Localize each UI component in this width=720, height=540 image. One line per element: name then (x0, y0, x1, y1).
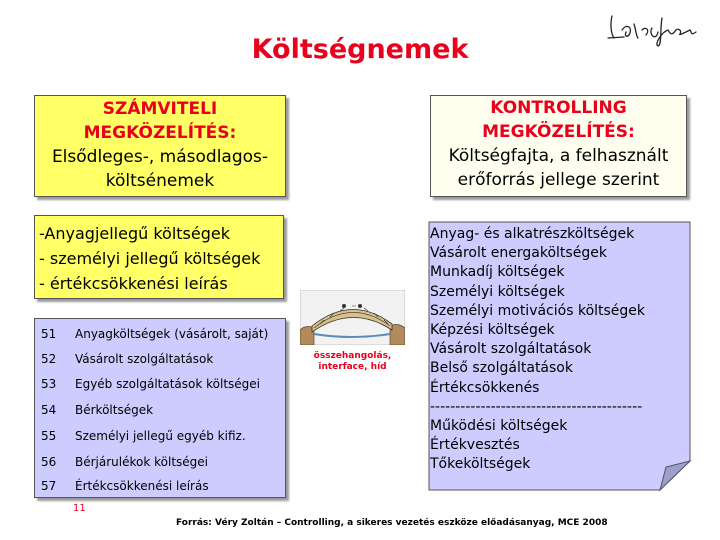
controlling-cost-item: Értékcsökkenés (430, 379, 540, 396)
account-code: 55 (41, 429, 57, 443)
controlling-subtitle-line1: Költségfajta, a felhasznált (448, 146, 669, 166)
account-name: Vásárolt szolgáltatások (75, 352, 214, 366)
controlling-cost-item: Belső szolgáltatások (430, 360, 573, 377)
controlling-cost-item: Működési költségek (430, 418, 568, 435)
cost-type-item: - értékcsökkenési leírás (39, 274, 228, 293)
controlling-cost-item: Képzési költségek (430, 322, 555, 339)
controlling-cost-item: Vásárolt energaköltségek (430, 245, 607, 262)
account-code: 52 (41, 352, 57, 366)
account-code: 57 (41, 479, 57, 493)
separator-line: ------------------------------------------ (430, 398, 643, 415)
account-name: Értékcsökkenési leírás (75, 479, 209, 493)
account-code: 51 (41, 327, 57, 341)
controlling-cost-item: Munkadíj költségek (430, 264, 565, 281)
controlling-subtitle-line2: erőforrás jellege szerint (457, 170, 660, 190)
controlling-cost-list (430, 225, 685, 475)
controlling-cost-item: Személyi motivációs költségek (430, 302, 646, 319)
controlling-cost-item: Értékvesztés (430, 437, 520, 454)
page-title: Költségnemek (251, 34, 469, 65)
bridge-caption (300, 351, 405, 373)
account-name: Bérköltségek (75, 403, 154, 417)
account-code: 56 (41, 455, 57, 469)
controlling-cost-item: Tőkeköltségek (430, 456, 531, 473)
signature-image (606, 8, 716, 48)
controlling-cost-item: Személyi költségek (430, 283, 565, 300)
accounting-subtitle-line1: Elsődleges-, másodlagos- (51, 147, 269, 167)
controlling-approach-box (430, 95, 687, 197)
account-name: Személyi jellegű egyéb kifiz. (75, 429, 246, 443)
account-name: Anyagköltségek (vásárolt, saját) (75, 327, 269, 341)
account-name: Bérjárulékok költségei (75, 455, 208, 469)
cost-type-item: -Anyagjellegű költségek (39, 224, 230, 243)
accounting-title-line1: SZÁMVITELI (102, 99, 218, 119)
controlling-cost-item: Anyag- és alkatrészköltségek (430, 226, 635, 242)
cost-type-list-box (34, 215, 284, 299)
account-code: 54 (41, 403, 57, 417)
controlling-cost-item: Vásárolt szolgáltatások (430, 341, 592, 358)
account-codes-box (34, 318, 286, 498)
account-code: 53 (41, 377, 57, 391)
source-footer: Forrás: Véry Zoltán – Controlling, a sikeres vezetés eszköze előadásanyag, MCE 2008 (176, 518, 608, 528)
bridge-caption-line1: összehangolás, (313, 351, 392, 361)
cost-type-item: - személyi jellegű költségek (39, 249, 261, 268)
account-name: Egyéb szolgáltatások költségei (75, 377, 260, 391)
accounting-approach-box (34, 95, 286, 197)
controlling-title-line1: KONTROLLING (490, 98, 627, 118)
small-mark: 11 (73, 503, 86, 514)
controlling-title-line2: MEGKÖZELÍTÉS: (482, 122, 635, 142)
bridge-image (300, 290, 405, 345)
accounting-title-line2: MEGKÖZELÍTÉS: (83, 123, 237, 143)
bridge-caption-line2: interface, híd (318, 362, 387, 372)
accounting-subtitle-line2: költsénemek (105, 171, 215, 191)
